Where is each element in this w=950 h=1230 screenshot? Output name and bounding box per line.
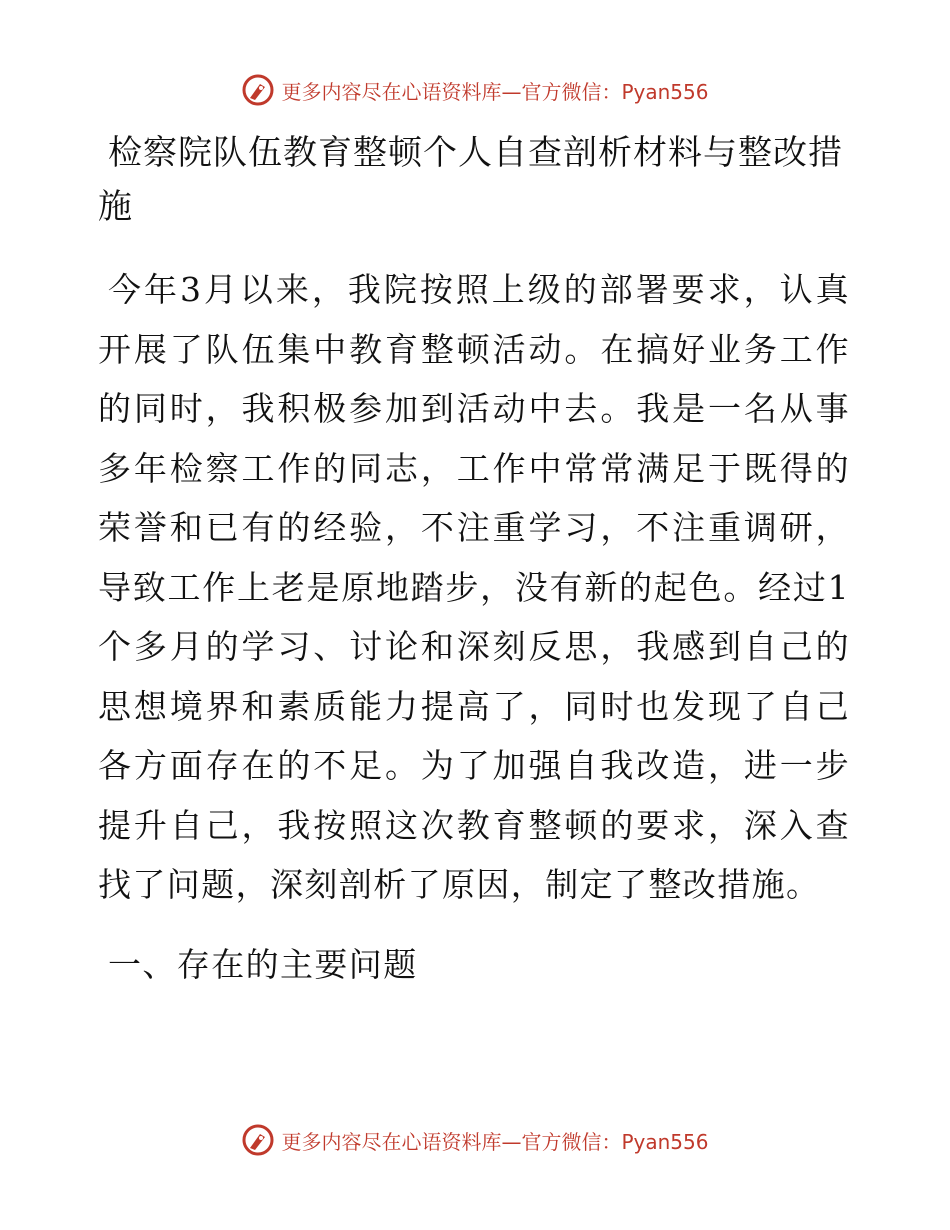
document-body (98, 126, 850, 993)
pen-nib-circle-icon (241, 73, 275, 107)
watermark-text: 更多内容尽在心语资料库—官方微信：Pyan556 (281, 79, 709, 104)
pen-nib-circle-icon (241, 1123, 275, 1157)
watermark-text: 更多内容尽在心语资料库—官方微信：Pyan556 (281, 1129, 709, 1154)
header-watermark (0, 70, 950, 110)
document-title: 检察院队伍教育整顿个人自查剖析材料与整改措施 (98, 133, 843, 227)
footer-watermark (0, 1120, 950, 1160)
section-heading: 一、存在的主要问题 (108, 944, 418, 984)
intro-paragraph: 今年3月以来，我院按照上级的部署要求，认真开展了队伍集中教育整顿活动。在搞好业务工作的同时，我积极参加到活动中去。我是一名从事多年检察工作的同志，工作中常常满足于既得的荣誉和已有的经验，不注重学习，不注重调研，导致工作上老是原地踏步，没有新的起色。经过1个多月的学习、讨论和深刻反思，我感到自己的思想境界和素质能力提高了，同时也发现了自己各方面存在的不足。为了加强自我改造，进一步提升自己，我按照这次教育整顿的要求，深入查找了问题，深刻剖析了原因，制定了整改措施。 (98, 270, 850, 904)
